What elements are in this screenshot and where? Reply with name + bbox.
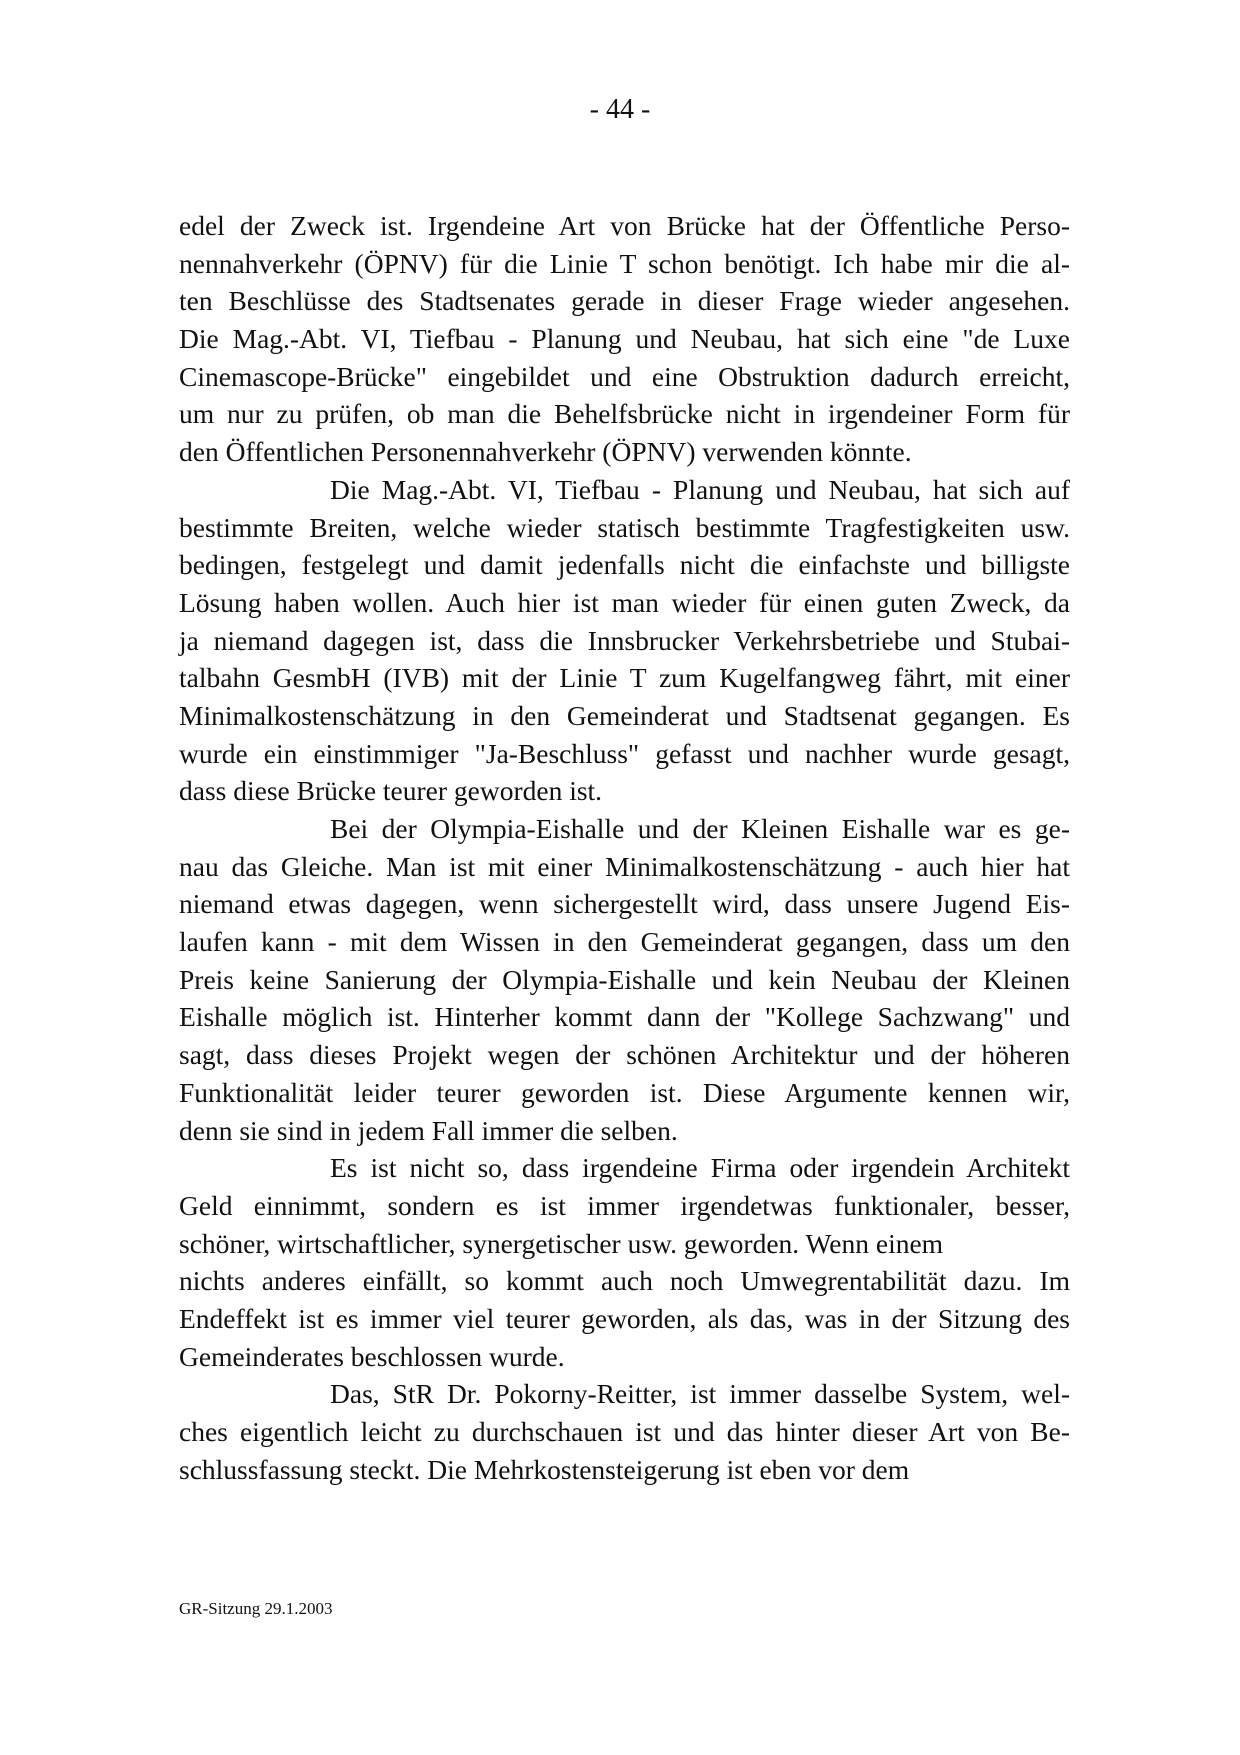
text-line: Gemeinderates beschlossen wurde. bbox=[179, 1340, 565, 1372]
text-line: Lösung haben wollen. Auch hier ist man wieder für einen guten Zweck, da bbox=[179, 586, 1070, 618]
text-line: ches eigentlich leicht zu durchschauen ist und das hinter dieser Art von Be- bbox=[179, 1416, 1070, 1447]
body-text bbox=[179, 207, 1070, 1488]
text-line: Die Mag.-Abt. VI, Tiefbau - Planung und Neubau, hat sich eine "de Luxe bbox=[179, 323, 1070, 355]
text-line: Geld einnimmt, sondern es ist immer irgendetwas funktionaler, besser, bbox=[179, 1189, 1070, 1221]
text-line: wurde ein einstimmiger "Ja-Beschluss" gefasst und nachher wurde gesagt, bbox=[179, 737, 1070, 769]
text-line: Cinemascope-Brücke" eingebildet und eine Obstruktion dadurch erreicht, bbox=[179, 360, 1070, 392]
text-line: sagt, dass dieses Projekt wegen der schönen Architektur und der höheren bbox=[179, 1039, 1070, 1071]
text-line: ja niemand dagegen ist, dass die Innsbrucker Verkehrsbetriebe und Stubai- bbox=[179, 624, 1070, 656]
page-number: - 44 - bbox=[589, 94, 651, 125]
text-line: dass diese Brücke teurer geworden ist. bbox=[179, 775, 603, 807]
text-line: niemand etwas dagegen, wenn sichergestellt wird, dass unsere Jugend Eis- bbox=[179, 888, 1070, 920]
text-line: um nur zu prüfen, ob man die Behelfsbrücke nicht in irgendeiner Form für bbox=[179, 398, 1070, 430]
text-line: talbahn GesmbH (IVB) mit der Linie T zum Kugelfangweg fährt, mit einer bbox=[179, 662, 1070, 694]
text-line: Minimalkostenschätzung in den Gemeinderat und Stadtsenat gegangen. Es bbox=[179, 699, 1070, 731]
text-line: nau das Gleiche. Man ist mit einer Minimalkostenschätzung - auch hier hat bbox=[179, 850, 1070, 882]
text-line: Die Mag.-Abt. VI, Tiefbau - Planung und Neubau, hat sich auf bbox=[330, 473, 1070, 505]
text-line: Es ist nicht so, dass irgendeine Firma oder irgendein Architekt bbox=[330, 1152, 1070, 1184]
text-line: Funktionalität leider teurer geworden ist. Diese Argumente kennen wir, bbox=[179, 1076, 1070, 1108]
text-line: edel der Zweck ist. Irgendeine Art von Brücke hat der Öffentliche Perso- bbox=[179, 210, 1070, 241]
text-line: ten Beschlüsse des Stadtsenates gerade in dieser Frage wieder angesehen. bbox=[179, 285, 1070, 317]
text-line: Das, StR Dr. Pokorny-Reitter, ist immer dasselbe System, wel- bbox=[330, 1378, 1070, 1410]
text-line: schlussfassung steckt. Die Mehrkostensteigerung ist eben vor dem bbox=[179, 1453, 910, 1485]
text-line: Preis keine Sanierung der Olympia-Eishalle und kein Neubau der Kleinen bbox=[179, 963, 1070, 995]
text-line: denn sie sind in jedem Fall immer die selben. bbox=[179, 1114, 678, 1146]
footer-session-date: GR-Sitzung 29.1.2003 bbox=[179, 1599, 333, 1618]
text-line: nichts anderes einfällt, so kommt auch noch Umwegrentabilität dazu. Im bbox=[179, 1265, 1070, 1297]
text-line: nennahverkehr (ÖPNV) für die Linie T schon benötigt. Ich habe mir die al- bbox=[179, 247, 1070, 279]
text-line: bestimmte Breiten, welche wieder statisch bestimmte Tragfestigkeiten usw. bbox=[179, 511, 1070, 543]
text-line: Endeffekt ist es immer viel teurer geworden, als das, was in der Sitzung des bbox=[179, 1302, 1070, 1334]
text-line: schöner, wirtschaftlicher, synergetischer usw. geworden. Wenn einem bbox=[179, 1227, 944, 1259]
text-line: Bei der Olympia-Eishalle und der Kleinen Eishalle war es ge- bbox=[330, 813, 1070, 844]
text-line: Eishalle möglich ist. Hinterher kommt dann der "Kollege Sachzwang" und bbox=[179, 1001, 1070, 1033]
text-line: den Öffentlichen Personennahverkehr (ÖPNV) verwenden könnte. bbox=[179, 436, 912, 468]
text-line: laufen kann - mit dem Wissen in den Gemeinderat gegangen, dass um den bbox=[179, 926, 1070, 958]
text-line: bedingen, festgelegt und damit jedenfalls nicht die einfachste und billigste bbox=[179, 549, 1070, 581]
